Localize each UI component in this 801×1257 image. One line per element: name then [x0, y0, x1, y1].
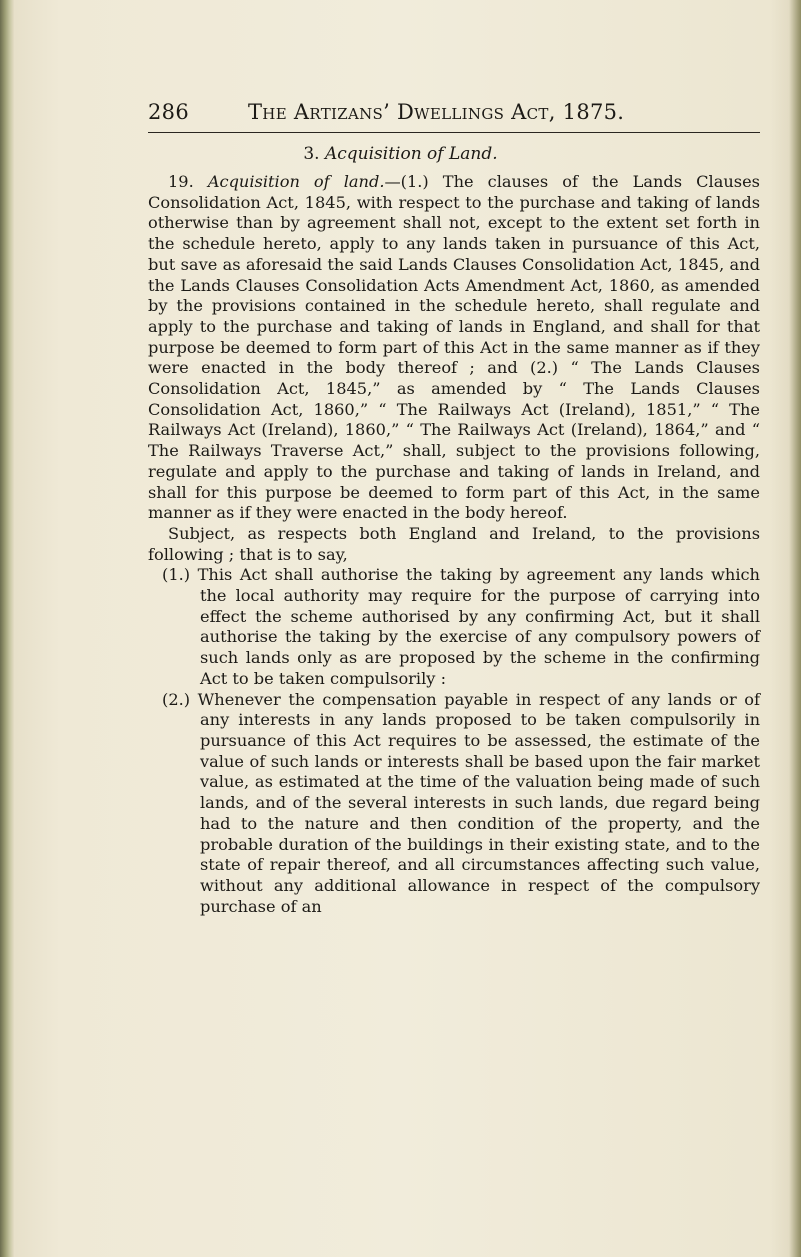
section-heading	[0, 144, 801, 164]
section-text: —(1.) The clauses of the Lands Clauses Consolidation Act, 1845, with respect to the purchase and taking of lands otherwise than by agreement shall not, except to the extent set forth in the schedule hereto, apply to any lands taken in pursuance of this Act, but save as aforesaid the said Lands Clauses Consolidation Act, 1845, and the Lands Clauses Consolidation Acts Amendment Act, 1860, as amended by the provisions contained in the schedule hereto, shall regulate and apply to the purchase and taking of lands in England, and shall for that purpose be deemed to form part of this Act in the same manner as if they were enacted in the body thereof ; and (2.) “ The Lands Clauses Consolidation Act, 1845,” as amended by “ The Lands Clauses Consolidation Act, 1860,” “ The Railways Act (Ireland), 1851,” “ The Railways Act (Ireland), 1860,” “ The Railways Act (Ireland), 1864,” and “ The Railways Traverse Act,” shall, subject to the provisions following, regulate and apply to the purchase and taking of lands in Ireland, and shall for this purpose be deemed to form part of this Act, in the same manner as if they were enacted in the body hereof.	[148, 172, 760, 523]
page-number: 286	[148, 100, 189, 124]
running-head-title: The Artizans’ Dwellings Act, 1875.	[248, 100, 625, 124]
subject-paragraph: Subject, as respects both England and Ireland, to the provisions following ; that is to say,	[148, 523, 760, 564]
page-edge	[789, 0, 801, 1257]
list-item-label: (1.)	[162, 565, 191, 585]
list-item	[148, 565, 760, 689]
section-heading-number: 3.	[303, 144, 320, 164]
section-19-paragraph	[148, 172, 760, 524]
list-item	[148, 690, 760, 918]
list-item-text: This Act shall authorise the taking by agreement any lands which the local authority may require for the purpose of carrying into effect the scheme authorised by any confirming Act, but it shall authorise the taking by the exercise of any compulsory powers of such lands only as are proposed by the scheme in the confirming Act to be taken compulsorily :	[197, 565, 760, 688]
section-title: Acquisition of land.	[207, 172, 385, 191]
header-rule	[148, 132, 760, 133]
running-head	[148, 100, 758, 124]
page-gutter-shadow	[0, 0, 14, 1257]
list-item-label: (2.)	[162, 689, 191, 709]
list-item-text: Whenever the compensation payable in respect of any lands or of any interests in any lands proposed to be taken compulsorily in pursuance of this Act requires to be assessed, the estimate of the value of such lands or interests shall be based upon the fair market value, as estimated at the time of the valuation being made of such lands, and of the several interests in such lands, due regard being had to the nature and then condition of the property, and the probable duration of the buildings in their existing state, and to the state of repair thereof, and all circumstances affecting such value, without any additional allowance in respect of the compulsory purchase of an	[197, 689, 760, 916]
section-heading-title: Acquisition of Land.	[324, 144, 498, 164]
body-text	[148, 172, 760, 917]
section-number: 19.	[168, 172, 194, 191]
